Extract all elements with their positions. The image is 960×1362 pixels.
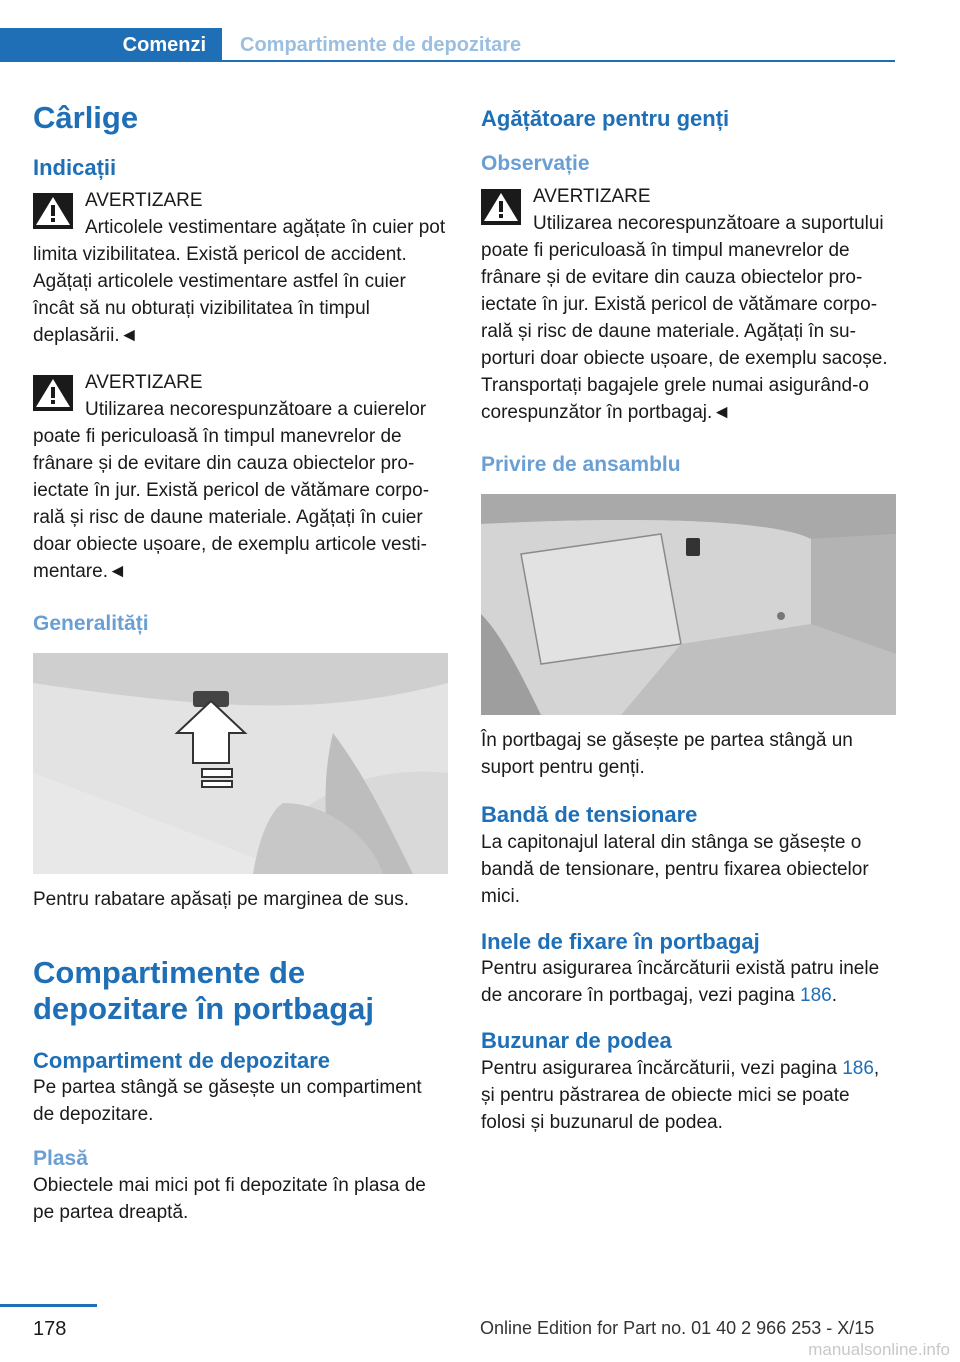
- warning-icon: [33, 375, 73, 411]
- plasa-heading: Plasă: [33, 1147, 88, 1171]
- warning-icon: [481, 189, 521, 225]
- figure-caption: Pentru rabatare apăsați pe marginea de sus.: [33, 889, 410, 911]
- buzunar-text: Pentru asigurarea încărcăturii, vezi pagina 186, și pentru păstrarea de obiecte mici se poate folosi și buzunarul de podea.: [481, 1057, 880, 1133]
- indicatii-heading: Indicații: [33, 154, 117, 180]
- inele-heading: Inele de fixare în portbagaj: [481, 928, 760, 954]
- carlige-title: Cârlige: [33, 100, 139, 135]
- warning-label: AVERTIZARE: [85, 372, 203, 394]
- banda-text: La capitonajul lateral din stânga se găsește o bandă de tensionare, pentru fixarea obiectelor mici.: [481, 831, 869, 907]
- warning-text: Utilizarea necorespunzătoare a suportului poate fi periculoasă în timpul manevrelor de frânare și de evitare din cauza obiectelor proiectate în jur. Există pericol de vătămare corporală și risc de daune materiale. Agățați în suporturi doar obiecte ușoare, de exemplu sacoșe. Transportați bagajele grele numai asigurând-o corespunzător în portbagaj.◄: [481, 212, 888, 423]
- observatie-heading: Observație: [481, 151, 590, 175]
- generalitati-heading: Generalități: [33, 612, 149, 636]
- agatatoare-heading: Agățătoare pentru genți: [481, 106, 730, 131]
- page-number: 178: [33, 1318, 67, 1340]
- plasa-text: Obiectele mai mici pot fi depozitate în plasa de pe partea dreaptă.: [33, 1175, 426, 1224]
- watermark: manualsonline.info: [808, 1340, 950, 1359]
- page-link[interactable]: 186: [800, 985, 832, 1006]
- warning-text: Utilizarea necorespunzătoare a cuierelor poate fi periculoasă în timpul manevrelor de frânare și de evitare din cauza obiectelor proiectate în jur. Există pericol de vătămare corporală și risc de daune materiale. Agățați în cuier doar obiecte ușoare, de exemplu articole vestimentare.◄: [33, 399, 430, 583]
- edition-text: Online Edition for Part no. 01 40 2 966 253 - X/15: [480, 1318, 875, 1338]
- inele-text: Pentru asigurarea încărcăturii există patru inele de ancorare în portbagaj, vezi pagina 186.: [481, 958, 880, 1006]
- header-section-title: Compartimente de depozitare: [240, 33, 522, 56]
- buzunar-heading: Buzunar de podea: [481, 1028, 672, 1053]
- section-title: Compartimente de depozitare în portbagaj: [33, 955, 375, 1027]
- warning-text: Articolele vestimentare agățate în cuier pot limita vizibilitatea. Există pericol de accident. Agățați articolele vestimentare astfel în cuier încât să nu obturați vizibilitatea în timpul deplasării.◄: [33, 217, 446, 347]
- warning-block-2: [33, 369, 448, 585]
- trunk-figure: [481, 494, 896, 715]
- trunk-illustration: [481, 494, 896, 715]
- header-chapter-tab[interactable]: Comenzi: [0, 28, 222, 62]
- coat-hook-figure: [33, 653, 448, 874]
- warning-label: AVERTIZARE: [533, 185, 651, 207]
- warning-block-1: [33, 187, 448, 349]
- warning-icon: [33, 193, 73, 229]
- compartiment-heading: Compartiment de depozitare: [33, 1047, 331, 1073]
- figure-caption: În portbagaj se găsește pe partea stângă un suport pentru genți.: [481, 730, 853, 778]
- left-column: [33, 95, 448, 1226]
- footer-rule: [0, 1304, 97, 1307]
- banda-heading: Bandă de tensionare: [481, 802, 698, 827]
- privire-heading: Privire de ansamblu: [481, 452, 681, 476]
- warning-block-3: [481, 183, 896, 426]
- page-link[interactable]: 186: [842, 1057, 874, 1079]
- warning-label: AVERTIZARE: [85, 190, 203, 212]
- right-column: [481, 95, 896, 1136]
- compartiment-text: Pe partea stângă se găsește un compartiment de depozitare.: [33, 1077, 422, 1126]
- coat-hook-illustration: [33, 653, 448, 874]
